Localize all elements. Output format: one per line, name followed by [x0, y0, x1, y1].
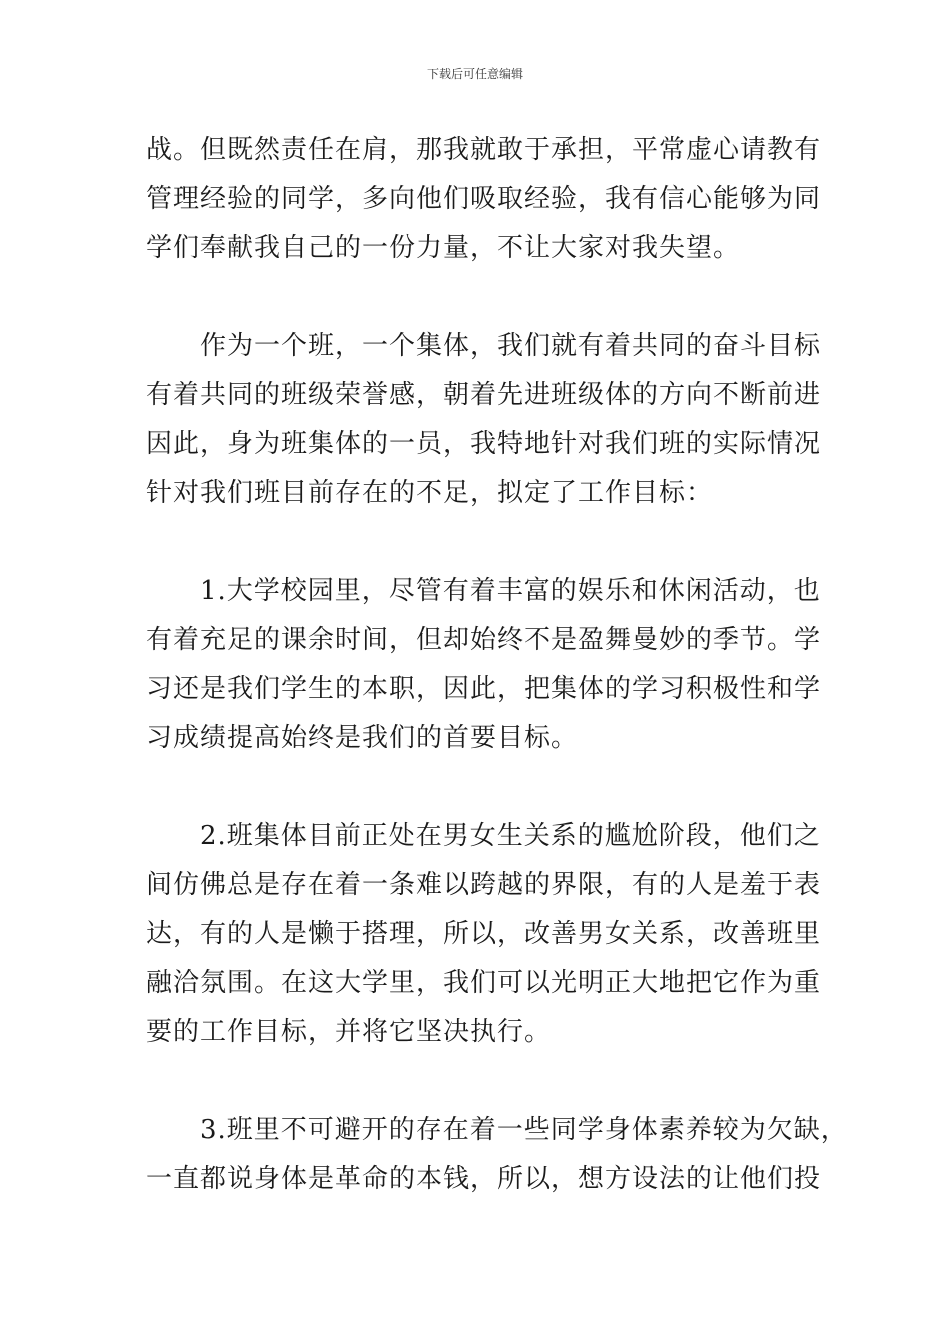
paragraph	[146, 1106, 848, 1204]
text-line: 2.班集体目前正处在男女生关系的尴尬阶段，他们之	[200, 821, 821, 851]
paragraph-spacer	[146, 1057, 826, 1106]
text-line: 学们奉献我自己的一份力量，不让大家对我失望。	[146, 233, 741, 263]
text-line: 战。但既然责任在肩，那我就敢于承担，平常虚心请教有	[146, 135, 822, 165]
text-line: 作为一个班，一个集体，我们就有着共同的奋斗目标	[200, 331, 822, 361]
text-line: 有着共同的班级荣誉感，朝着先进班级体的方向不断前进	[146, 380, 822, 410]
text-line: 1.大学校园里，尽管有着丰富的娱乐和休闲活动，也	[200, 576, 821, 606]
paragraph	[146, 567, 826, 763]
paragraph	[146, 126, 826, 273]
text-line: 要的工作目标，并将它坚决执行。	[146, 1017, 552, 1047]
paragraph-spacer	[146, 763, 826, 812]
text-line: 因此，身为班集体的一员，我特地针对我们班的实际情况	[146, 429, 822, 459]
text-line: 有着充足的课余时间，但却始终不是盈舞曼妙的季节。学	[146, 625, 822, 655]
text-line: 融洽氛围。在这大学里，我们可以光明正大地把它作为重	[146, 968, 822, 998]
text-line: 3.班里不可避开的存在着一些同学身体素养较为欠缺，	[200, 1115, 848, 1145]
text-line: 达，有的人是懒于搭理，所以，改善男女关系，改善班里	[146, 919, 822, 949]
paragraph	[146, 322, 826, 518]
text-line: 一直都说身体是革命的本钱，所以，想方设法的让他们投	[146, 1164, 822, 1194]
text-line: 习成绩提高始终是我们的首要目标。	[146, 723, 579, 753]
paragraph	[146, 812, 826, 1057]
page-header: 下载后可任意编辑	[426, 67, 523, 81]
text-line: 习还是我们学生的本职，因此，把集体的学习积极性和学	[146, 674, 822, 704]
paragraph-spacer	[146, 518, 826, 567]
text-line: 间仿佛总是存在着一条难以跨越的界限，有的人是羞于表	[146, 870, 822, 900]
document-body	[146, 126, 848, 1204]
text-line: 针对我们班目前存在的不足，拟定了工作目标：	[146, 478, 714, 508]
text-line: 管理经验的同学，多向他们吸取经验，我有信心能够为同	[146, 184, 822, 214]
paragraph-spacer	[146, 273, 826, 322]
